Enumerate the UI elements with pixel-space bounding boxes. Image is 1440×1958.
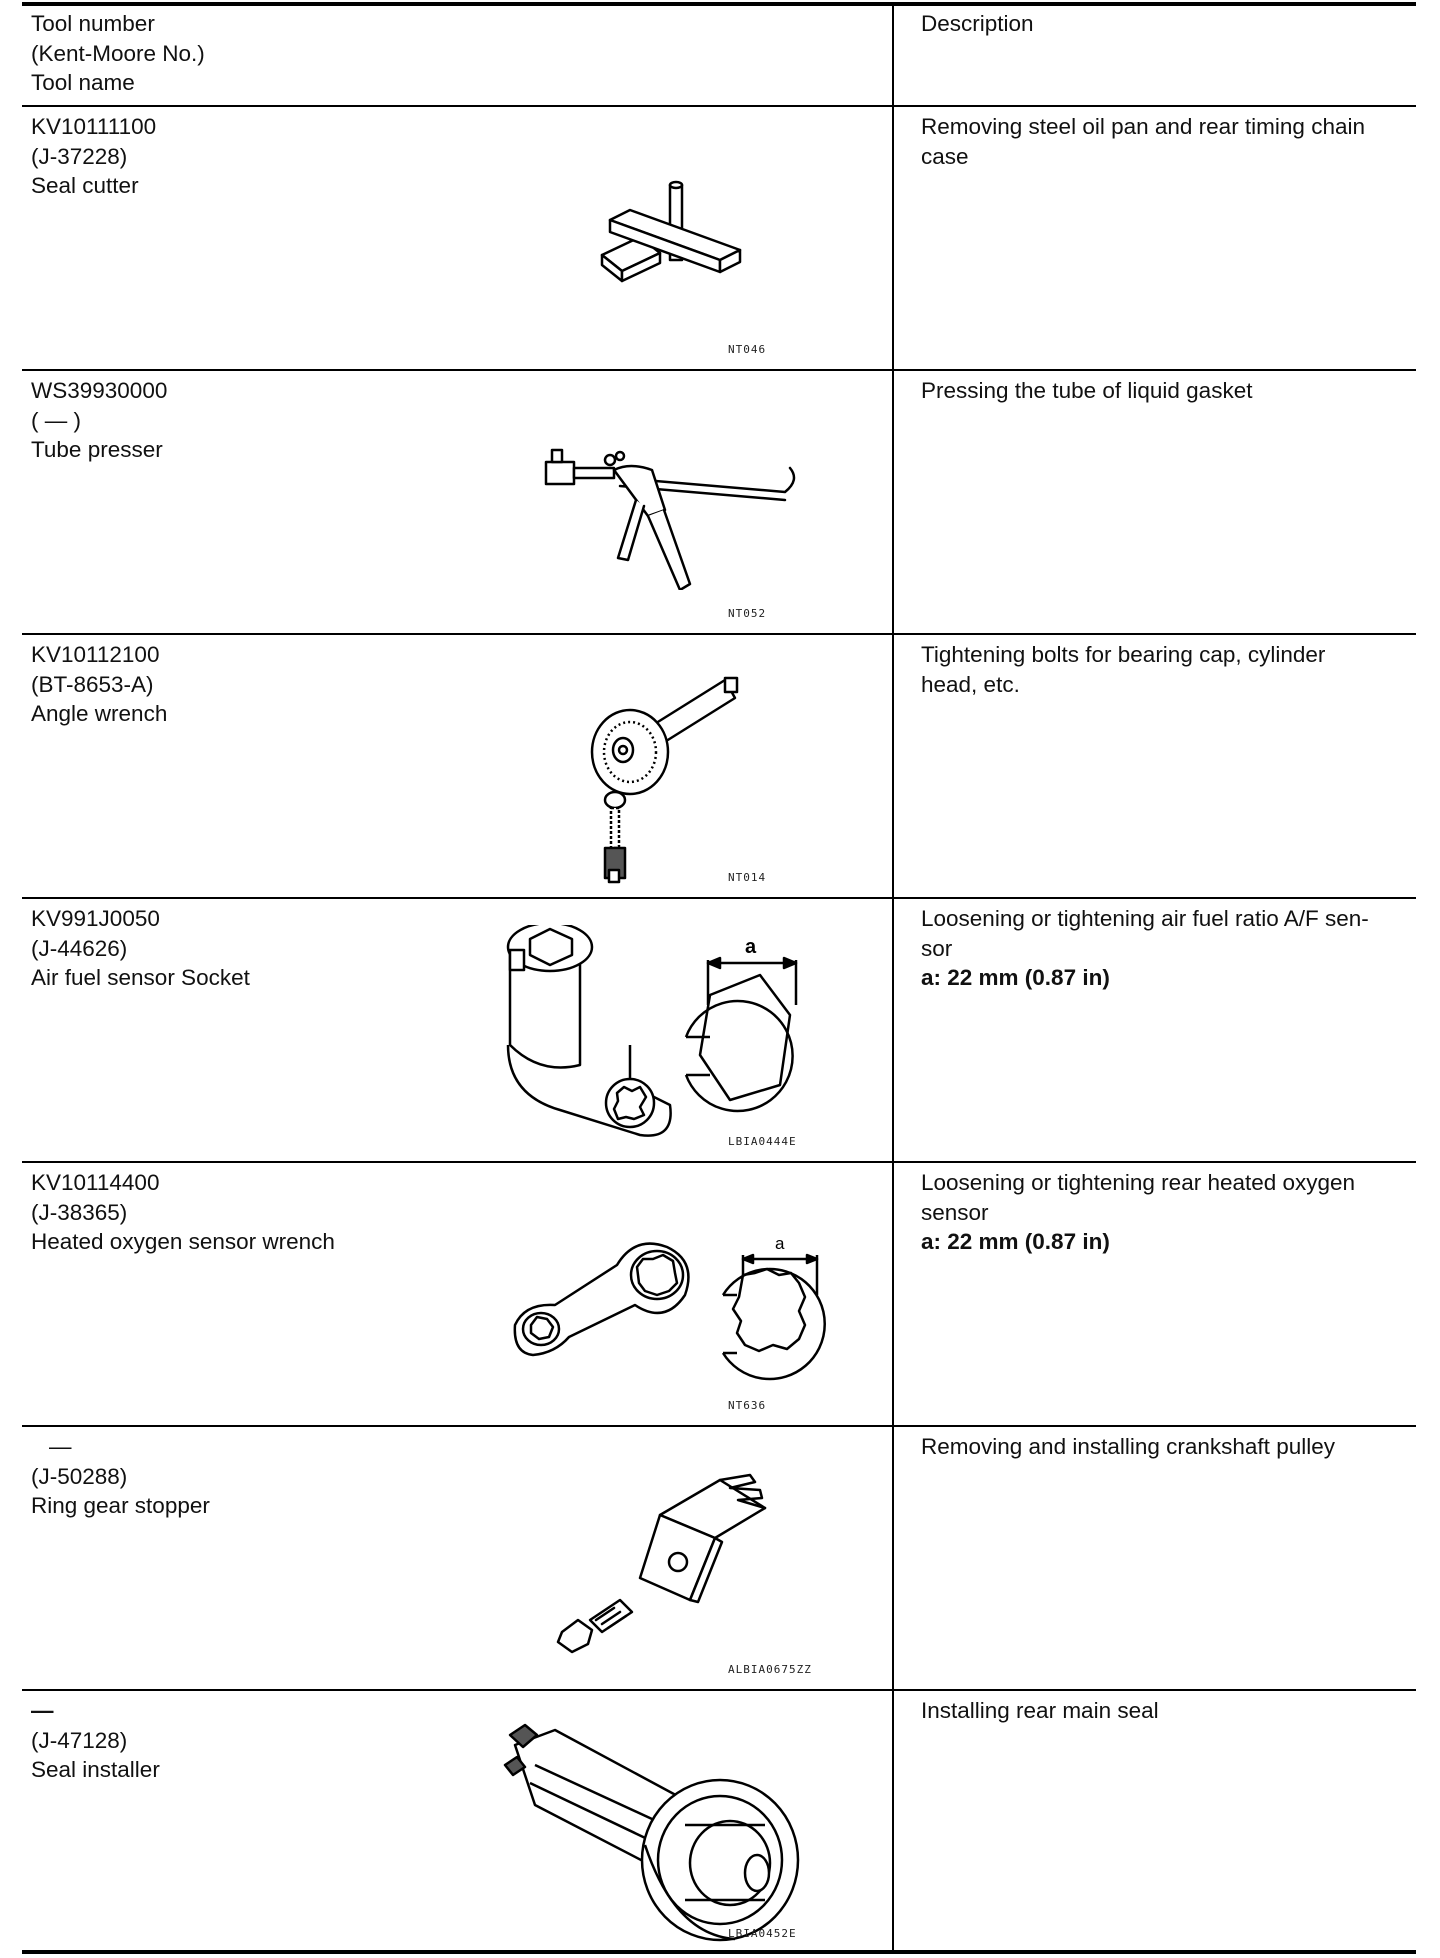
dimension-spec: a: 22 mm (0.87 in) (921, 1229, 1110, 1254)
description-line: Installing rear main seal (921, 1698, 1159, 1723)
description-line: head, etc. (921, 671, 1020, 697)
tool-name: Air fuel sensor Socket (31, 965, 250, 990)
row-divider (22, 1689, 1416, 1691)
table-row-0-description (921, 112, 1401, 171)
figure-code: NT014 (728, 871, 767, 884)
tool-number: KV10114400 (31, 1170, 160, 1195)
table-bottom-border (22, 1950, 1416, 1954)
table-row-0-tool (31, 112, 156, 201)
description-line: sensor (921, 1199, 989, 1225)
header-divider (22, 105, 1416, 107)
description-line: Pressing the tube of liquid gasket (921, 378, 1253, 403)
header-kent-moore: (Kent-Moore No.) (31, 40, 205, 66)
kent-moore-number: (J-50288) (31, 1463, 128, 1489)
header-tool-number: Tool number (31, 11, 155, 36)
figure-code: ALBIA0675ZZ (728, 1663, 812, 1676)
table-row-2-tool (31, 640, 167, 729)
tool-name: Heated oxygen sensor wrench (31, 1229, 335, 1254)
figure-code: LBIA0452E (728, 1927, 797, 1940)
description-line: Loosening or tightening rear heated oxygen (921, 1170, 1356, 1195)
air-fuel-sensor-socket-icon (500, 925, 830, 1145)
tool-number: KV10111100 (31, 114, 157, 139)
row-divider (22, 1425, 1416, 1427)
figure-code: NT046 (728, 343, 767, 356)
figure-code: NT636 (728, 1399, 767, 1412)
kent-moore-number: (J-47128) (31, 1727, 128, 1753)
description-line: Removing steel oil pan and rear timing chain (921, 114, 1365, 139)
oxygen-sensor-wrench-icon (505, 1225, 840, 1390)
kent-moore-number: (J-44626) (31, 935, 128, 961)
dimension-spec: a: 22 mm (0.87 in) (921, 965, 1110, 990)
tool-number: KV10112100 (31, 642, 160, 667)
dimension-label: a (745, 936, 757, 958)
tool-name: Angle wrench (31, 701, 168, 726)
table-row-4-tool (31, 1168, 335, 1257)
tool-number: WS39930000 (31, 378, 168, 403)
header-description-label: Description (921, 11, 1034, 36)
table-row-4-description (921, 1168, 1401, 1257)
tool-name: Seal cutter (31, 173, 139, 198)
seal-cutter-icon (590, 175, 750, 325)
dimension-label: a (775, 1234, 785, 1253)
row-divider (22, 1161, 1416, 1163)
description-line: case (921, 143, 969, 169)
table-row-5-tool (31, 1432, 210, 1521)
tool-name: Seal installer (31, 1757, 160, 1782)
tube-presser-icon (540, 440, 810, 590)
tool-name: Ring gear stopper (31, 1493, 210, 1518)
description-line: sor (921, 935, 953, 961)
kent-moore-number: (BT-8653-A) (31, 671, 154, 697)
tool-number: KV991J0050 (31, 906, 160, 931)
table-row-1-description (921, 376, 1401, 406)
header-description (921, 9, 1401, 39)
table-row-3-tool (31, 904, 250, 993)
column-divider (892, 4, 894, 1952)
kent-moore-number: (J-37228) (31, 143, 128, 169)
table-row-2-description (921, 640, 1401, 699)
description-line: Loosening or tightening air fuel ratio A/F sen- (921, 906, 1369, 931)
table-top-border (22, 2, 1416, 6)
figure-code: LBIA0444E (728, 1135, 797, 1148)
table-row-6-tool (31, 1696, 160, 1785)
seal-installer-icon (495, 1705, 815, 1945)
kent-moore-number: (J-38365) (31, 1199, 128, 1225)
tool-name: Tube presser (31, 437, 163, 462)
description-line: Tightening bolts for bearing cap, cylinder (921, 642, 1326, 667)
table-row-1-tool (31, 376, 167, 465)
table-row-6-description (921, 1696, 1401, 1726)
row-divider (22, 633, 1416, 635)
description-line: Removing and installing crankshaft pulley (921, 1434, 1335, 1459)
row-divider (22, 369, 1416, 371)
tool-number: — (49, 1434, 72, 1459)
ring-gear-stopper-icon (550, 1470, 800, 1670)
table-row-5-description (921, 1432, 1401, 1462)
angle-wrench-icon (585, 670, 755, 895)
header-left-cell (31, 9, 205, 98)
row-divider (22, 897, 1416, 899)
kent-moore-number: ( — ) (31, 407, 81, 433)
tool-number: — (31, 1698, 54, 1723)
figure-code: NT052 (728, 607, 767, 620)
header-tool-name: Tool name (31, 70, 135, 95)
table-row-3-description (921, 904, 1401, 993)
